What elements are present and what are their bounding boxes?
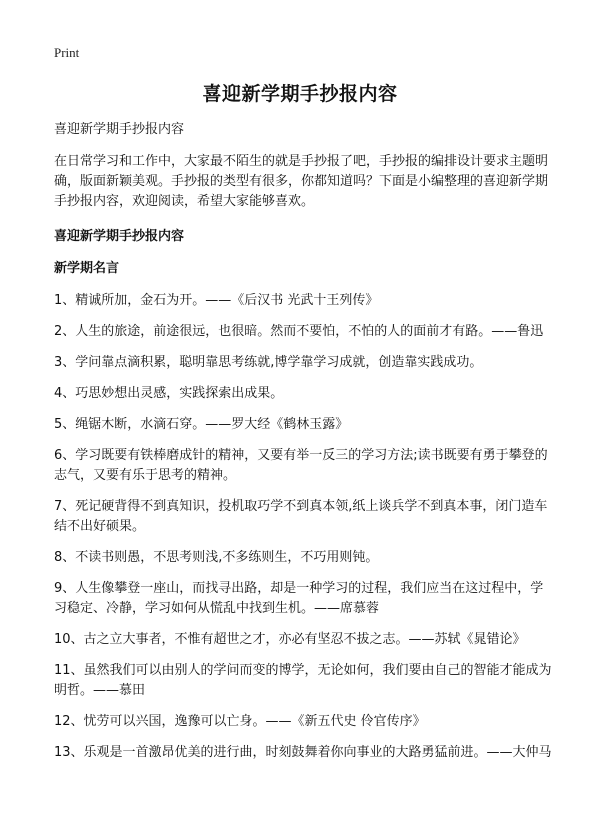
quote-list <box>54 291 554 763</box>
quote-item: 4、巧思妙想出灵感，实践探索出成果。 <box>54 386 284 401</box>
article-subtitle: 喜迎新学期手抄报内容 <box>54 122 185 137</box>
quote-item: 3、学问靠点滴积累，聪明靠思考练就,博学靠学习成就，创造靠实践成功。 <box>54 355 483 370</box>
quote-item: 12、忧劳可以兴国，逸豫可以亡身。——《新五代史 伶官传序》 <box>54 714 426 729</box>
print-link[interactable]: Print <box>54 45 80 60</box>
intro-paragraph: 在日常学习和工作中，大家最不陌生的就是手抄报了吧，手抄报的编排设计要求主题明确，版面新颖美观。手抄报的类型有很多，你都知道吗？下面是小编整理的喜迎新学期手抄报内容，欢迎阅读，希望大家能够喜欢。 <box>54 154 549 209</box>
quote-item: 11、虽然我们可以由别人的学问而变的博学，无论如何，我们要由自己的智能才能成为明哲。——慕田 <box>54 663 552 698</box>
section-heading: 喜迎新学期手抄报内容 <box>54 229 185 244</box>
quote-item: 6、学习既要有铁棒磨成针的精神，又要有举一反三的学习方法;读书既要有勇于攀登的志气，又要有乐于思考的精神。 <box>54 448 548 483</box>
quote-item: 5、绳锯木断，水滴石穿。——罗大经《鹤林玉露》 <box>54 417 349 432</box>
page-title: 喜迎新学期手抄报内容 <box>202 83 398 105</box>
quotes-heading: 新学期名言 <box>54 261 120 276</box>
quote-item: 7、死记硬背得不到真知识，投机取巧学不到真本领,纸上谈兵学不到真本事，闭门造车结不出好硕果。 <box>54 499 548 534</box>
quote-item: 2、人生的旅途，前途很远，也很暗。然而不要怕，不怕的人的面前才有路。——鲁迅 <box>54 324 544 339</box>
article-body <box>54 120 554 774</box>
quote-item: 10、古之立大事者，不惟有超世之才，亦必有坚忍不拔之志。——苏轼《晁错论》 <box>54 632 526 647</box>
quote-item: 13、乐观是一首激昂优美的进行曲，时刻鼓舞着你向事业的大路勇猛前进。——大仲马 <box>54 745 552 760</box>
quote-item: 1、精诚所加，金石为开。——《后汉书 光武十王列传》 <box>54 293 379 308</box>
quote-item: 8、不读书则愚，不思考则浅,不多练则生，不巧用则钝。 <box>54 550 379 565</box>
quote-item: 9、人生像攀登一座山，而找寻出路，却是一种学习的过程，我们应当在这过程中，学习稳定、冷静，学习如何从慌乱中找到生机。——席慕蓉 <box>54 581 544 616</box>
